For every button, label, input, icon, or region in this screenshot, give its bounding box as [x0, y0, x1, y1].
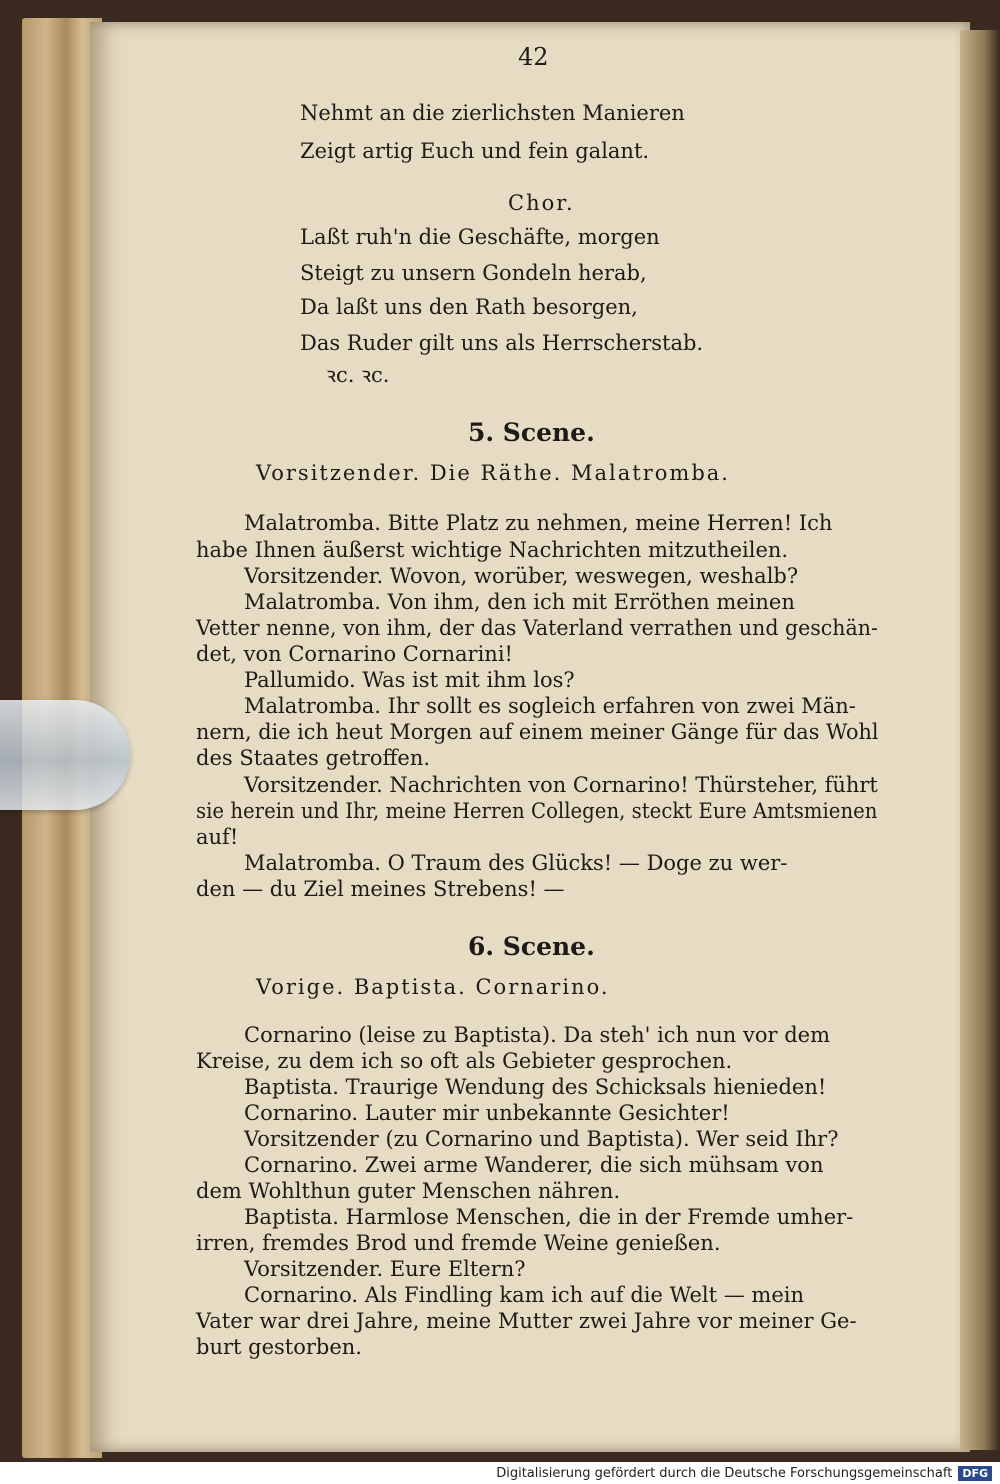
scene5-line: Malatromba. Bitte Platz zu nehmen, meine Herren! Ich	[244, 511, 833, 535]
scene5-line: habe Ihnen äußerst wichtige Nachrichten mitzutheilen.	[196, 538, 789, 562]
scene5-line: Malatromba. Ihr sollt es sogleich erfahren von zwei Män-	[244, 694, 856, 718]
scene5-line: auf!	[196, 825, 239, 849]
scene6-line: Baptista. Harmlose Menschen, die in der Fremde umher-	[244, 1205, 854, 1229]
footer-bar	[0, 1462, 1000, 1484]
scene6-line: Vorsitzender. Eure Eltern?	[244, 1257, 526, 1281]
chorus-etc: ꝛc. ꝛc.	[326, 363, 390, 387]
scene5-line: Vorsitzender. Wovon, worüber, weswegen, weshalb?	[244, 564, 799, 588]
scene5-line: des Staates getroffen.	[196, 746, 431, 770]
scene6-line: Cornarino (leise zu Baptista). Da steh' ich nun vor dem	[244, 1023, 831, 1047]
scene6-line: dem Wohlthun guter Menschen nähren.	[196, 1179, 621, 1203]
chorus-line: Das Ruder gilt uns als Herrscherstab.	[300, 331, 704, 355]
scene5-line: Pallumido. Was ist mit ihm los?	[244, 668, 575, 692]
scene6-line: Cornarino. Lauter mir unbekannte Gesichter!	[244, 1101, 730, 1125]
scene6-heading: 6. Scene.	[468, 932, 595, 961]
scene6-line: Cornarino. Als Findling kam ich auf die Welt — mein	[244, 1283, 805, 1307]
scene6-line: Kreise, zu dem ich so oft als Gebieter gesprochen.	[196, 1049, 733, 1073]
chorus-line: Steigt zu unsern Gondeln herab,	[300, 261, 647, 285]
scene6-line: Vater war drei Jahre, meine Mutter zwei Jahre vor meiner Ge-	[196, 1309, 857, 1333]
scene5-line: det, von Cornarino Cornarini!	[196, 642, 513, 666]
chorus-line: Laßt ruh'n die Geschäfte, morgen	[300, 225, 660, 249]
page-number: 42	[518, 43, 549, 71]
song-line: Zeigt artig Euch und fein galant.	[300, 139, 650, 163]
scene5-heading: 5. Scene.	[468, 418, 595, 447]
scene5-line: Vorsitzender. Nachrichten von Cornarino! Thürsteher, führt	[244, 773, 878, 797]
footer-credit: Digitalisierung gefördert durch die Deutsche Forschungsgemeinschaft	[496, 1465, 953, 1481]
scene5-line: Malatromba. O Traum des Glücks! — Doge zu wer-	[244, 851, 788, 875]
scene6-line: Baptista. Traurige Wendung des Schicksals hienieden!	[244, 1075, 827, 1099]
scene6-cast: Vorige. Baptista. Cornarino.	[256, 975, 610, 999]
scene5-line: nern, die ich heut Morgen auf einem meiner Gänge für das Wohl	[196, 720, 879, 744]
song-line: Nehmt an die zierlichsten Manieren	[300, 101, 685, 125]
scene5-line: Malatromba. Von ihm, den ich mit Erröthen meinen	[244, 590, 795, 614]
scene5-cast: Vorsitzender. Die Räthe. Malatromba.	[256, 461, 730, 485]
scene6-line: irren, fremdes Brod und fremde Weine genießen.	[196, 1231, 721, 1255]
scene5-line: den — du Ziel meines Strebens! —	[196, 877, 565, 901]
chorus-heading: Chor.	[508, 191, 575, 215]
chorus-line: Da laßt uns den Rath besorgen,	[300, 295, 638, 319]
scene6-line: Vorsitzender (zu Cornarino und Baptista). Wer seid Ihr?	[244, 1127, 839, 1151]
dfg-logo: DFG	[958, 1466, 992, 1481]
scene5-line: sie herein und Ihr, meine Herren Collegen, steckt Eure Amtsmienen	[196, 799, 878, 823]
scene6-line: Cornarino. Zwei arme Wanderer, die sich mühsam von	[244, 1153, 824, 1177]
scene5-line: Vetter nenne, von ihm, der das Vaterland verrathen und geschän-	[196, 616, 878, 640]
scene6-line: burt gestorben.	[196, 1335, 362, 1359]
